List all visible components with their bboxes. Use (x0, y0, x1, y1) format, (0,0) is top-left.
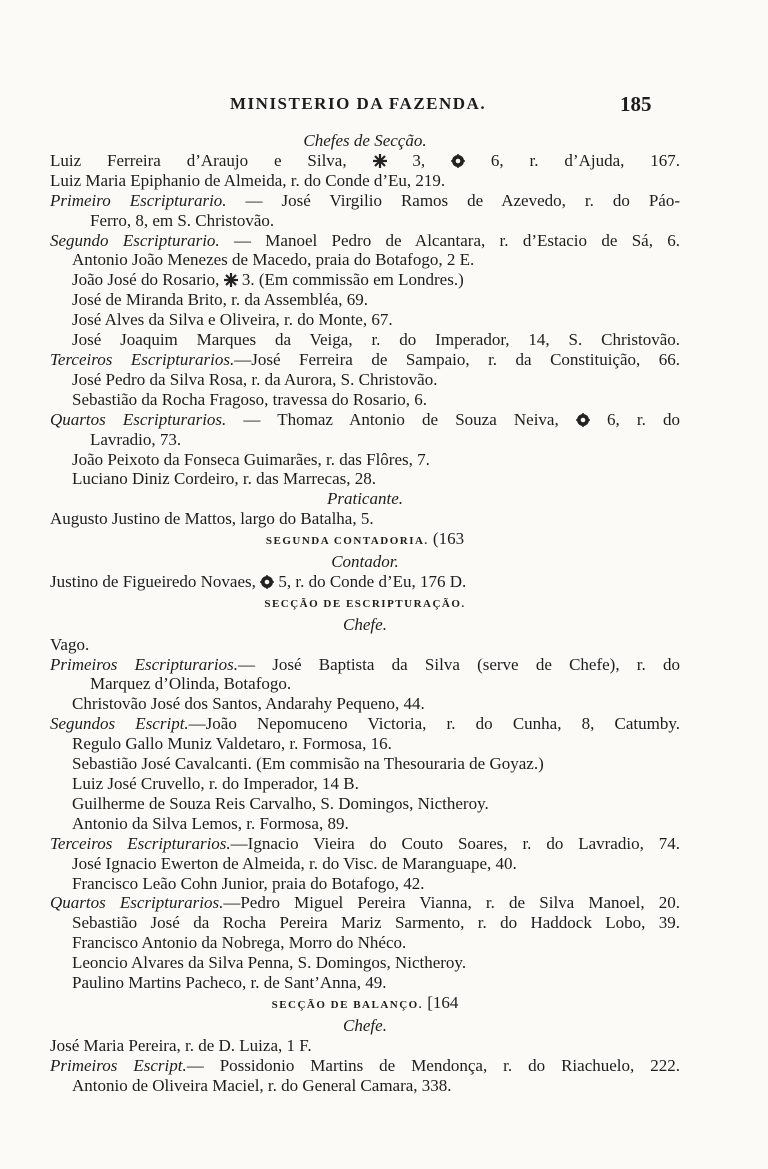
entry-text: 5, r. do Conde d’Eu, 176 D. (274, 571, 467, 591)
entry-text: Regulo Gallo Muniz Valdetaro, r. Formosa, 16. (72, 734, 392, 754)
section-title: SECÇÃO DE BALANÇO. (271, 998, 423, 1011)
order-cross-icon (224, 270, 238, 289)
directory-entry (50, 814, 680, 834)
entry-text: Leoncio Alvares da Silva Penna, S. Domingos, Nictheroy. (72, 953, 467, 973)
directory-entry (50, 350, 680, 370)
directory-entry (50, 151, 680, 171)
directory-entry (50, 310, 680, 330)
entry-text: João José do Rosario, (72, 270, 224, 290)
directory-entry (50, 913, 680, 933)
directory-entry (50, 290, 680, 310)
entry-text: —Ignacio Vieira do Couto Soares, r. do Lavradio, 74. (230, 833, 680, 853)
entry-text: 3, (386, 150, 452, 170)
section-title: SEGUNDA CONTADORIA. (265, 535, 429, 548)
entry-text: — Manoel Pedro de Alcantara, r. d’Estacio de Sá, 6. (219, 230, 680, 250)
entry-continuation (50, 674, 680, 694)
entry-text: Luiz José Cruvello, r. do Imperador, 14 B. (72, 774, 359, 793)
section-subheading: Chefes de Secção. (303, 131, 427, 150)
directory-entry (50, 893, 680, 913)
entry-text: Antonio de Oliveira Maciel, r. do General Camara, 338. (72, 1075, 452, 1095)
entry-text: João Peixoto da Fonseca Guimarães, r. das Flôres, 7. (72, 449, 430, 469)
entry-text: 6, r. d’Ajuda, 167. (465, 150, 681, 170)
entry-text: — José Virgilio Ramos de Azevedo, r. do Páo- (226, 190, 680, 210)
directory-entry (50, 754, 680, 774)
directory-entry (50, 572, 680, 592)
directory-entry (50, 250, 680, 270)
directory-entry (50, 973, 680, 993)
entry-text: (163 (428, 529, 465, 549)
entry-text: Guilherme de Souza Reis Carvalho, S. Domingos, Nictheroy. (72, 793, 489, 813)
title-label: Primeiros Escripturarios. (50, 654, 239, 674)
section-heading (50, 529, 680, 552)
entry-text: Sebastião da Rocha Fragoso, travessa do Rosario, 6. (72, 389, 428, 409)
directory-entry (50, 191, 680, 211)
title-label: Quartos Escripturarios. (50, 409, 227, 429)
entry-text: —Pedro Miguel Pereira Vianna, r. de Silva Manoel, 20. (223, 893, 680, 913)
directory-entry (50, 231, 680, 251)
entry-text: Christovão José dos Santos, Andarahy Pequeno, 44. (72, 694, 425, 714)
title-label: Terceiros Escripturarios. (50, 349, 235, 369)
entry-text: Luciano Diniz Cordeiro, r. das Marrecas, 28. (72, 469, 377, 489)
entry-text: Francisco Leão Cohn Junior, praia do Botafogo, 42. (72, 873, 425, 893)
running-title: MINISTERIO DA FAZENDA. (230, 94, 487, 113)
directory-entry (50, 635, 680, 655)
title-label: Segundos Escript. (50, 714, 189, 734)
entry-continuation (50, 211, 680, 231)
directory-listing (50, 131, 680, 1096)
page-number: 185 (620, 92, 652, 116)
directory-entry (50, 933, 680, 953)
entry-text: Marquez d’Olinda, Botafogo. (90, 674, 292, 694)
directory-entry (50, 774, 680, 794)
title-label: Primeiro Escripturario. (50, 190, 227, 210)
entry-text: Sebastião José da Rocha Pereira Mariz Sarmento, r. do Haddock Lobo, 39. (72, 913, 680, 933)
section-subheading: Contador. (331, 552, 399, 572)
entry-text: 6, r. do (589, 409, 680, 429)
directory-entry (50, 655, 680, 675)
entry-text: Vago. (50, 634, 90, 654)
directory-entry (50, 1036, 680, 1056)
page-header (0, 92, 768, 122)
directory-entry (50, 1056, 680, 1076)
title-label: Terceiros Escripturarios. (50, 833, 231, 853)
directory-entry (50, 874, 680, 894)
entry-text: Antonio João Menezes de Macedo, praia do Botafogo, 2 E. (72, 250, 475, 270)
directory-entry (50, 953, 680, 973)
directory-entry (50, 694, 680, 714)
entry-text: — José Baptista da Silva (serve de Chefe), r. do (238, 654, 680, 674)
section-heading (50, 993, 680, 1016)
order-cross-icon (373, 151, 387, 170)
directory-entry (50, 270, 680, 290)
entry-text: — Possidonio Martins de Mendonça, r. do Riachuelo, 222. (186, 1055, 680, 1075)
directory-entry (50, 854, 680, 874)
directory-entry (50, 370, 680, 390)
entry-text: José Pedro da Silva Rosa, r. da Aurora, S. Christovão. (72, 369, 438, 389)
entry-text: Ferro, 8, em S. Christovão. (90, 210, 275, 230)
order-rose-icon (260, 572, 274, 591)
directory-entry (50, 509, 680, 529)
title-label: Quartos Escripturarios. (50, 893, 224, 913)
entry-text: José Maria Pereira, r. de D. Luiza, 1 F. (50, 1035, 312, 1055)
entry-text: — Thomaz Antonio de Souza Neiva, (226, 409, 576, 429)
directory-entry (50, 390, 680, 410)
entry-text: Lavradio, 73. (90, 429, 182, 449)
entry-text: Sebastião José Cavalcanti. (Em commisão na Thesouraria de Goyaz.) (72, 754, 544, 774)
title-label: Primeiros Escript. (50, 1055, 187, 1075)
entry-text: Antonio da Silva Lemos, r. Formosa, 89. (72, 813, 349, 833)
directory-entry (50, 450, 680, 470)
entry-text: —José Ferreira de Sampaio, r. da Constituição, 66. (234, 349, 680, 369)
entry-continuation (50, 430, 680, 450)
section-title: SECÇÃO DE ESCRIPTURAÇÃO. (264, 597, 466, 610)
entry-text: Paulino Martins Pacheco, r. de Sant’Anna, 49. (72, 973, 387, 993)
entry-text: José Ignacio Ewerton de Almeida, r. do Visc. de Maranguape, 40. (72, 853, 517, 873)
directory-entry (50, 469, 680, 489)
order-rose-icon (576, 410, 590, 429)
entry-text: Luiz Ferreira d’Araujo e Silva, (50, 150, 373, 170)
section-subheading: Praticante. (326, 489, 403, 509)
entry-text: Luiz Maria Epiphanio de Almeida, r. do Conde d’Eu, 219. (50, 170, 446, 190)
entry-text: —João Nepomuceno Victoria, r. do Cunha, 8, Catumby. (188, 714, 680, 734)
entry-text: José Joaquim Marques da Veiga, r. do Imperador, 14, S. Christovão. (72, 330, 680, 350)
directory-entry (50, 330, 680, 350)
directory-entry (50, 714, 680, 734)
order-rose-icon (451, 151, 465, 170)
directory-entry (50, 794, 680, 814)
section-subheading: Chefe. (343, 614, 387, 634)
directory-entry (50, 171, 680, 191)
entry-text: Justino de Figueiredo Novaes, (50, 571, 261, 591)
entry-text: 3. (Em commissão em Londres.) (237, 270, 464, 290)
directory-entry (50, 734, 680, 754)
directory-entry (50, 834, 680, 854)
section-heading (50, 592, 680, 615)
entry-text: José Alves da Silva e Oliveira, r. do Monte, 67. (72, 310, 393, 330)
title-label: Segundo Escripturario. (50, 230, 220, 250)
section-subheading: Chefe. (343, 1015, 387, 1035)
directory-entry (50, 1076, 680, 1096)
directory-entry (50, 410, 680, 430)
entry-text: José de Miranda Brito, r. da Assembléa, 69. (72, 290, 369, 310)
entry-text: Augusto Justino de Mattos, largo do Batalha, 5. (50, 509, 374, 529)
entry-text: [164 (422, 992, 459, 1012)
entry-text: Francisco Antonio da Nobrega, Morro do Nhéco. (72, 933, 407, 953)
